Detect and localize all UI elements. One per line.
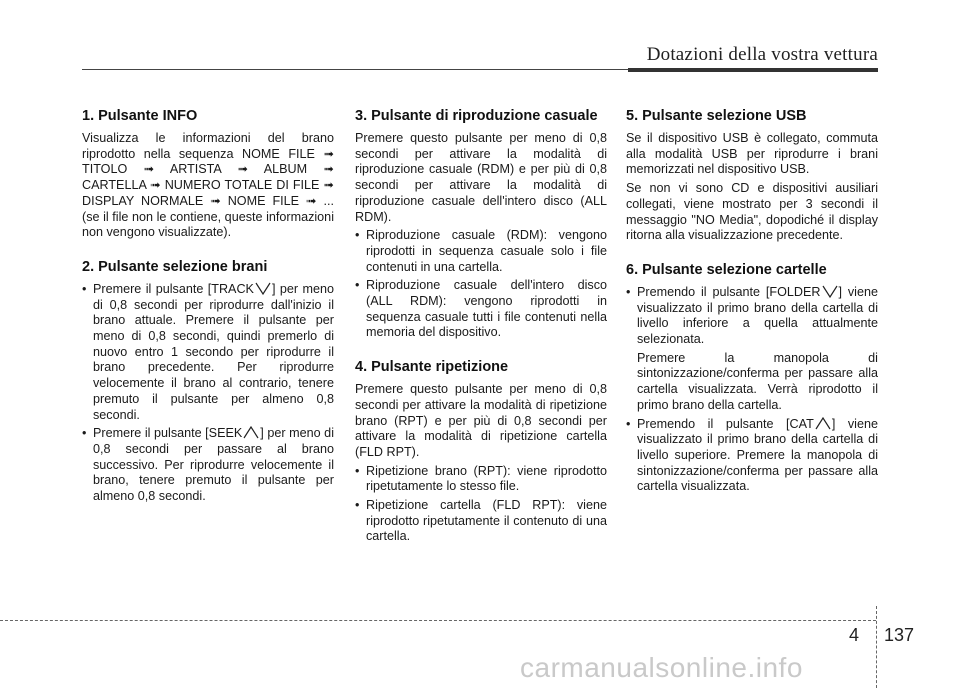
- section-title-info: 1. Pulsante INFO: [82, 108, 198, 124]
- chevron-down-icon: [822, 285, 838, 298]
- chapter-number: 4: [849, 625, 860, 645]
- footer-rule: [0, 620, 876, 621]
- list-item: • Premere il pulsante [SEEK ] per meno di 0,8 secondi per passare al brano successivo. Per riprodurre velocemente il brano, tenere premuto il pulsante per almeno 0,8 secondi.: [82, 426, 334, 505]
- list-item: • Riproduzione casuale dell'intero disco (ALL RDM): vengono riprodotti in sequenza casuale tutti i file contenuti nella memoria del dispositivo.: [355, 278, 607, 341]
- chevron-down-icon: [255, 282, 271, 295]
- section-text-repeat: Premere questo pulsante per meno di 0,8 secondi per attivare la modalità di ripetizione brano (RPT) e per più di 0,8 secondi per attivare la modalità di ripetizione cartella (FLD RPT).: [355, 382, 607, 459]
- section-title-usb: 5. Pulsante selezione USB: [626, 108, 807, 124]
- column-right: [626, 108, 878, 498]
- page-number: 137: [884, 625, 915, 645]
- section-title-folder: 6. Pulsante selezione cartelle: [626, 261, 827, 278]
- chevron-up-icon: [243, 426, 259, 439]
- watermark: carmanualsonline.info: [520, 652, 803, 683]
- section-title-random: 3. Pulsante di riproduzione casuale: [355, 108, 598, 124]
- list-item: • Premere il pulsante [TRACK ] per meno di 0,8 secondi per riprodurre dall'inizio il brano attuale. Premere il pulsante per meno di 0,8 secondi, quindi premerlo di nuovo entro 1 secondo per riprodurre il brano precedente. Per riprodurre velocemente il brano al contrario, tenere premuto il pulsante per almeno 0,8 secondi.: [82, 282, 334, 423]
- column-middle: [355, 108, 607, 548]
- list-item-continuation: Premere la manopola di sintonizzazione/conferma per passare alla cartella visualizzata. Verrà riprodotto il primo brano della cartella.: [637, 350, 878, 412]
- section-text-usb-nomedia: Se non vi sono CD e dispositivi ausiliari collegati, viene mostrato per 3 secondi il messaggio "NO Media", dopodiché il display ritorna alla visualizzazione precedente.: [626, 181, 878, 243]
- list-item: • Ripetizione cartella (FLD RPT): viene riprodotto ripetutamente il contenuto di una cartella.: [355, 498, 607, 545]
- page-header-title: Dotazioni della vostra vettura: [646, 44, 878, 65]
- footer-divider: [876, 606, 878, 688]
- section-title-repeat: 4. Pulsante ripetizione: [355, 359, 509, 376]
- list-item: • Premendo il pulsante [CAT ] viene visualizzato il primo brano della cartella di livello superiore. Premere la manopola di sintonizzazione/conferma per passare alla cartella visualizzata.: [626, 417, 878, 496]
- list-item: • Premendo il pulsante [FOLDER ] viene visualizzato il primo brano della cartella di livello inferiore a quella attualmente selezionata.: [626, 285, 878, 348]
- section-text-usb: Se il dispositivo USB è collegato, commuta alla modalità USB per riprodurre i brani memorizzati nel dispositivo USB.: [626, 131, 878, 177]
- list-item: • Riproduzione casuale (RDM): vengono riprodotti in sequenza casuale solo i file contenuti in una cartella.: [355, 228, 607, 275]
- section-text-random: Premere questo pulsante per meno di 0,8 secondi per attivare la modalità di riproduzione casuale (RDM) e per più di 0,8 secondi per attivare la modalità di riproduzione casuale dell'intero disco (ALL RDM).: [355, 131, 607, 224]
- column-left: [82, 108, 334, 508]
- list-item: • Ripetizione brano (RPT): viene riprodotto ripetutamente lo stesso file.: [355, 464, 607, 495]
- header-rule-accent: [628, 68, 878, 72]
- section-title-track-select: 2. Pulsante selezione brani: [82, 258, 268, 275]
- chevron-up-icon: [815, 417, 831, 430]
- section-text-info: Visualizza le informazioni del brano riprodotto nella sequenza NOME FILE ➟ TITOLO ➟ ARTISTA ➟ ALBUM ➟ CARTELLA ➟ NUMERO TOTALE DI FILE ➟ DISPLAY NORMALE ➟ NOME FILE ➟ ... (se il file non le contiene, queste informazioni non vengono visualizzate).: [82, 131, 334, 240]
